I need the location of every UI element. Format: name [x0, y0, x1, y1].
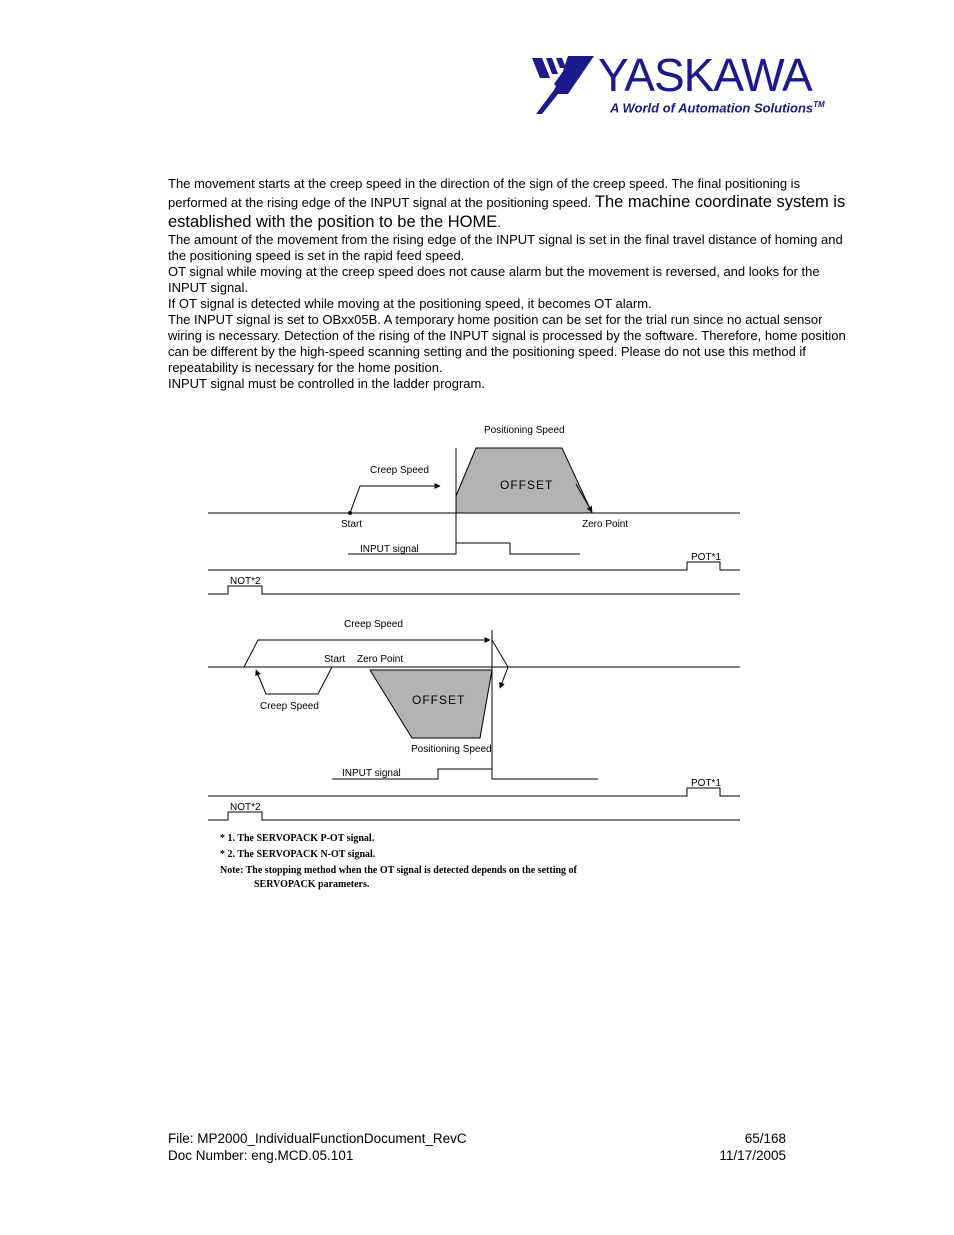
top-start-label: Start	[341, 519, 363, 530]
footer-page-number: 65/168	[744, 1131, 786, 1146]
top-creep-path	[350, 486, 440, 513]
note-servopack-params: SERVOPACK parameters.	[254, 879, 370, 890]
page-footer	[168, 1130, 786, 1164]
top-positioning-speed-label: Positioning Speed	[484, 425, 565, 436]
bottom-creep-path-left	[256, 667, 332, 694]
paragraph-2: The amount of the movement from the rising edge of the INPUT signal is set in the final travel distance of homing and the positioning speed is set in the rapid feed speed.	[168, 232, 843, 263]
paragraph-6: INPUT signal must be controlled in the ladder program.	[168, 376, 485, 391]
footer-row-1	[168, 1130, 786, 1147]
paragraph-3: OT signal while moving at the creep speed does not cause alarm but the movement is reversed, and looks for the INPUT signal.	[168, 264, 820, 295]
footer-date: 11/17/2005	[719, 1148, 786, 1163]
top-zero-point-label: Zero Point	[582, 519, 629, 530]
bottom-creep-speed-top-label: Creep Speed	[344, 619, 403, 630]
bottom-offset-label: OFFSET	[412, 693, 466, 707]
top-offset-label: OFFSET	[500, 478, 554, 492]
bottom-pot-label: POT*1	[691, 778, 722, 789]
yaskawa-emblem-icon	[528, 54, 598, 116]
footer-row-2	[168, 1147, 786, 1164]
bottom-zero-point-label: Zero Point	[357, 654, 404, 665]
logo-tagline	[610, 100, 825, 115]
bottom-pot-wave	[208, 788, 740, 796]
paragraph-1b: The machine coordinate system is established with the position to be the HOME	[168, 193, 846, 231]
top-pot-wave	[208, 562, 740, 570]
top-not-label: NOT*2	[230, 576, 261, 587]
footer-file: File: MP2000_IndividualFunctionDocument_RevC	[168, 1131, 467, 1146]
bottom-creep-speed-left-label: Creep Speed	[260, 701, 319, 712]
bottom-not-wave	[208, 812, 740, 820]
bottom-diagram	[208, 619, 740, 820]
bottom-start-label: Start	[324, 654, 346, 665]
logo-tm: TM	[813, 100, 825, 109]
bottom-input-signal-label: INPUT signal	[342, 768, 401, 779]
top-not-wave	[208, 586, 740, 594]
footer-doc-number: Doc Number: eng.MCD.05.101	[168, 1148, 354, 1163]
paragraph-1c: .	[497, 215, 501, 230]
note-n-ot: * 2. The SERVOPACK N-OT signal.	[220, 849, 376, 860]
top-diagram	[208, 425, 740, 594]
homing-diagram	[200, 418, 760, 898]
note-stopping-method: Note: The stopping method when the OT signal is detected depends on the setting of	[220, 865, 577, 876]
bottom-reverse-path	[492, 640, 508, 688]
bottom-not-label: NOT*2	[230, 802, 261, 813]
body-text	[168, 176, 848, 392]
logo-tagline-text: A World of Automation Solutions	[610, 100, 814, 116]
top-input-signal-label: INPUT signal	[360, 544, 419, 555]
top-pot-label: POT*1	[691, 552, 722, 563]
bottom-positioning-speed-label: Positioning Speed	[411, 744, 492, 755]
paragraph-5: The INPUT signal is set to OBxx05B. A temporary home position can be set for the trial run since no actual sensor wiring is necessary. Detection of the rising of the INPUT signal is processed by the software. Therefore, home position can be different by the high-speed scanning setting and the positioning speed. Please do not use this method if repeatability is necessary for the home position.	[168, 312, 846, 375]
diagram-notes	[220, 833, 578, 890]
yaskawa-logo	[528, 50, 828, 120]
paragraph-1	[168, 176, 848, 232]
logo-brand-text: YASKAWA	[598, 49, 812, 101]
top-creep-speed-label: Creep Speed	[370, 465, 429, 476]
paragraph-4: If OT signal is detected while moving at the positioning speed, it becomes OT alarm.	[168, 296, 652, 311]
paragraph-1a: The movement starts at the creep speed in the direction of the sign of the creep speed. The final positioning is performed at the rising edge of the INPUT signal at the positioning speed.	[168, 176, 801, 210]
note-p-ot: * 1. The SERVOPACK P-OT signal.	[220, 833, 375, 844]
